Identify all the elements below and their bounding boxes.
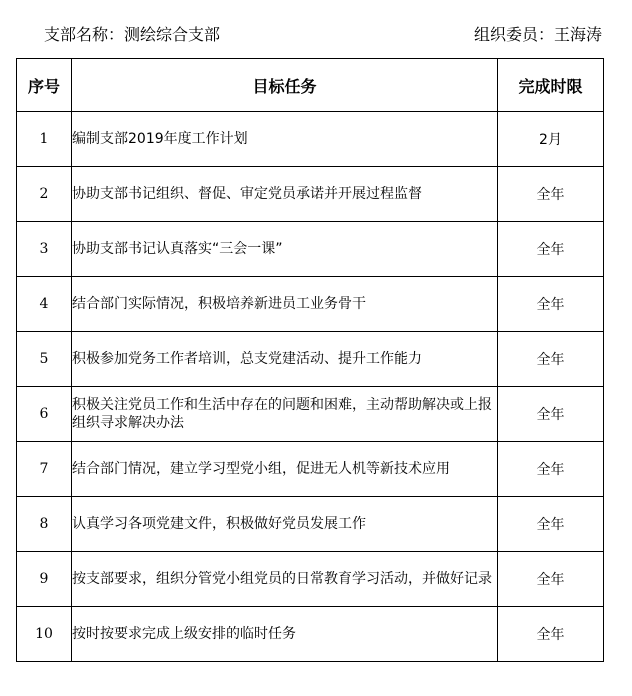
table-row bbox=[17, 112, 604, 167]
row-deadline: 全年 bbox=[498, 552, 604, 607]
row-number: 2 bbox=[17, 167, 72, 222]
row-task: 按时按要求完成上级安排的临时任务 bbox=[72, 607, 498, 662]
column-header-task: 目标任务 bbox=[72, 59, 498, 112]
table-header-row bbox=[17, 59, 604, 112]
document-header bbox=[0, 20, 632, 46]
committee-member: 组织委员：王海涛 bbox=[473, 25, 602, 44]
row-number: 6 bbox=[17, 387, 72, 442]
table-row bbox=[17, 552, 604, 607]
task-table bbox=[16, 58, 604, 662]
row-number: 8 bbox=[17, 497, 72, 552]
row-task: 积极关注党员工作和生活中存在的问题和困难，主动帮助解决或上报组织寻求解决办法 bbox=[72, 387, 498, 442]
row-deadline: 全年 bbox=[498, 332, 604, 387]
row-deadline: 全年 bbox=[498, 607, 604, 662]
row-deadline: 全年 bbox=[498, 497, 604, 552]
row-task: 认真学习各项党建文件，积极做好党员发展工作 bbox=[72, 497, 498, 552]
table-row bbox=[17, 167, 604, 222]
table-row bbox=[17, 332, 604, 387]
row-number: 4 bbox=[17, 277, 72, 332]
table-row bbox=[17, 387, 604, 442]
row-task: 编制支部2019年度工作计划 bbox=[72, 112, 498, 167]
row-number: 1 bbox=[17, 112, 72, 167]
table-row bbox=[17, 442, 604, 497]
column-header-no: 序号 bbox=[17, 59, 72, 112]
row-task: 积极参加党务工作者培训，总支党建活动、提升工作能力 bbox=[72, 332, 498, 387]
table-row bbox=[17, 607, 604, 662]
table-row bbox=[17, 222, 604, 277]
row-number: 5 bbox=[17, 332, 72, 387]
table-row bbox=[17, 497, 604, 552]
row-task: 结合部门情况，建立学习型党小组，促进无人机等新技术应用 bbox=[72, 442, 498, 497]
row-task: 结合部门实际情况，积极培养新进员工业务骨干 bbox=[72, 277, 498, 332]
column-header-deadline: 完成时限 bbox=[498, 59, 604, 112]
branch-name: 支部名称：测绘综合支部 bbox=[44, 25, 221, 44]
row-deadline: 全年 bbox=[498, 222, 604, 277]
row-number: 9 bbox=[17, 552, 72, 607]
row-number: 3 bbox=[17, 222, 72, 277]
row-task: 协助支部书记组织、督促、审定党员承诺并开展过程监督 bbox=[72, 167, 498, 222]
row-number: 10 bbox=[17, 607, 72, 662]
row-deadline: 全年 bbox=[498, 167, 604, 222]
row-deadline: 全年 bbox=[498, 277, 604, 332]
row-number: 7 bbox=[17, 442, 72, 497]
row-task: 按支部要求，组织分管党小组党员的日常教育学习活动，并做好记录 bbox=[72, 552, 498, 607]
row-deadline: 全年 bbox=[498, 442, 604, 497]
row-deadline: 2月 bbox=[498, 112, 604, 167]
table-row bbox=[17, 277, 604, 332]
row-task: 协助支部书记认真落实“三会一课” bbox=[72, 222, 498, 277]
row-deadline: 全年 bbox=[498, 387, 604, 442]
